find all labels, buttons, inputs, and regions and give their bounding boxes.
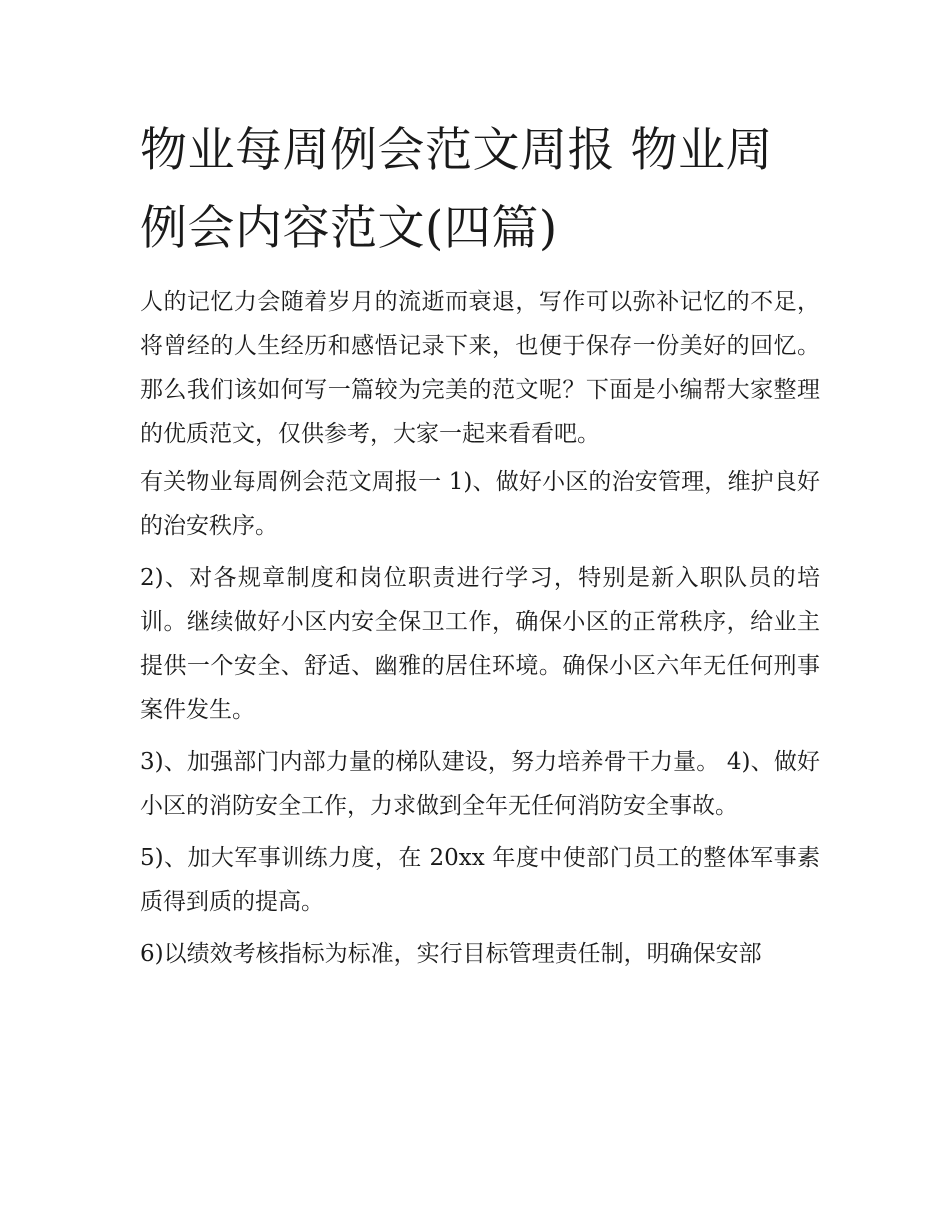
document-title: 物业每周例会范文周报 物业周例会内容范文(四篇) (140, 123, 773, 256)
document-page (140, 112, 820, 984)
body-paragraph: 3)、加强部门内部力量的梯队建设，努力培养骨干力量。 4)、做好小区的消防安全工作，力求做到全年无任何消防安全事故。 (140, 749, 820, 819)
body-paragraph: 6)以绩效考核指标为标准，实行目标管理责任制，明确保安部 (140, 941, 762, 967)
body-paragraph: 2)、对各规章制度和岗位职责进行学习，特别是新入职队员的培训。继续做好小区内安全保卫工作，确保小区的正常秩序，给业主提供一个安全、舒适、幽雅的居住环境。确保小区六年无任何刑事案件发生。 (140, 565, 820, 723)
intro-paragraph: 人的记忆力会随着岁月的流逝而衰退，写作可以弥补记忆的不足，将曾经的人生经历和感悟记录下来，也便于保存一份美好的回忆。那么我们该如何写一篇较为完美的范文呢？下面是小编帮大家整理的优质范文，仅供参考，大家一起来看看吧。 (140, 289, 820, 447)
body-paragraph: 有关物业每周例会范文周报一 1)、做好小区的治安管理，维护良好的治安秩序。 (140, 469, 820, 539)
body-paragraph: 5)、加大军事训练力度，在 20xx 年度中使部门员工的整体军事素质得到质的提高。 (140, 845, 820, 915)
